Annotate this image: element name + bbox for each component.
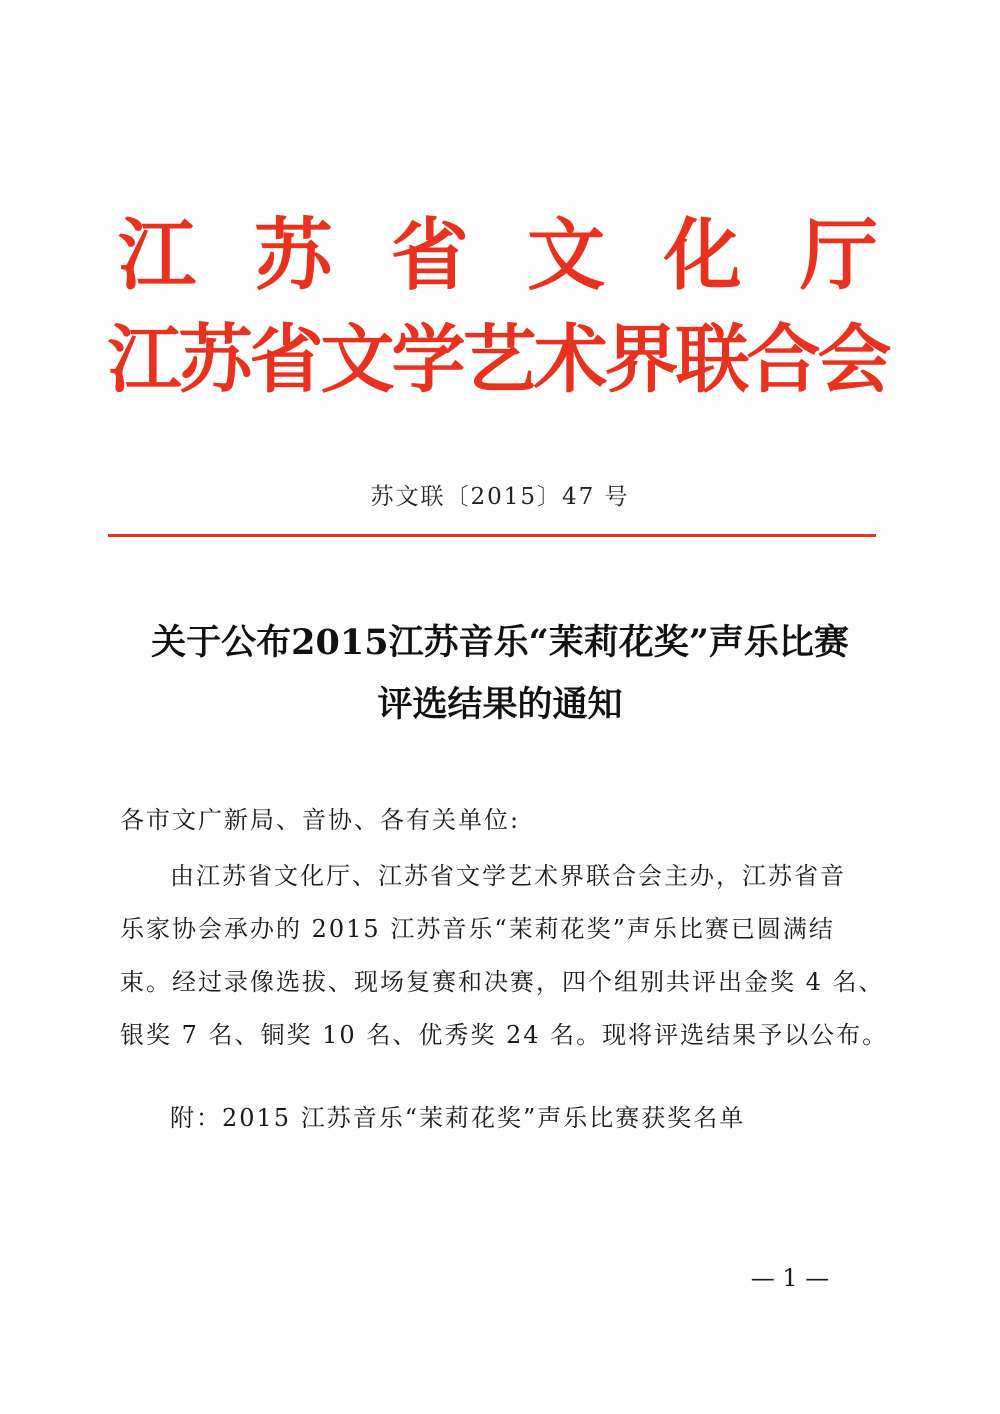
org-line2-text: 江苏省文学艺术界联合会: [107, 317, 889, 403]
attachment-note: 附：2015 江苏音乐“茉莉花奖”声乐比赛获奖名单: [170, 1104, 746, 1132]
document-number: 苏文联〔2015〕47 号: [370, 484, 630, 510]
page-number: — 1 —: [750, 1264, 830, 1292]
issuing-org-culture-department: [118, 210, 878, 302]
org-char: 文: [527, 210, 606, 301]
org-char: 省: [390, 210, 469, 301]
title-line: 评选结果的通知: [377, 684, 623, 725]
body-line: 银奖 7 名、铜奖 10 名、优秀奖 24 名。现将评选结果予以公布。: [120, 1021, 889, 1049]
org-char: 江: [118, 210, 197, 301]
body-paragraph: [120, 850, 889, 1062]
salutation: 各市文广新局、音协、各有关单位:: [120, 806, 521, 834]
title-line: 关于公布2015江苏音乐“茉莉花奖”声乐比赛: [151, 622, 849, 663]
org-char: 厅: [799, 210, 878, 301]
body-line: 由江苏省文化厅、江苏省文学艺术界联合会主办，江苏省音: [170, 862, 846, 890]
document-title: [100, 612, 900, 736]
body-line: 束。经过录像选拔、现场复赛和决赛，四个组别共评出金奖 4 名、: [120, 968, 885, 996]
org-char: 苏: [254, 210, 333, 301]
body-line: 乐家协会承办的 2015 江苏音乐“茉莉花奖”声乐比赛已圆满结: [120, 915, 835, 943]
org-char: 化: [663, 210, 742, 301]
issuing-org-literary-federation: [107, 314, 889, 406]
red-divider: [108, 534, 876, 537]
